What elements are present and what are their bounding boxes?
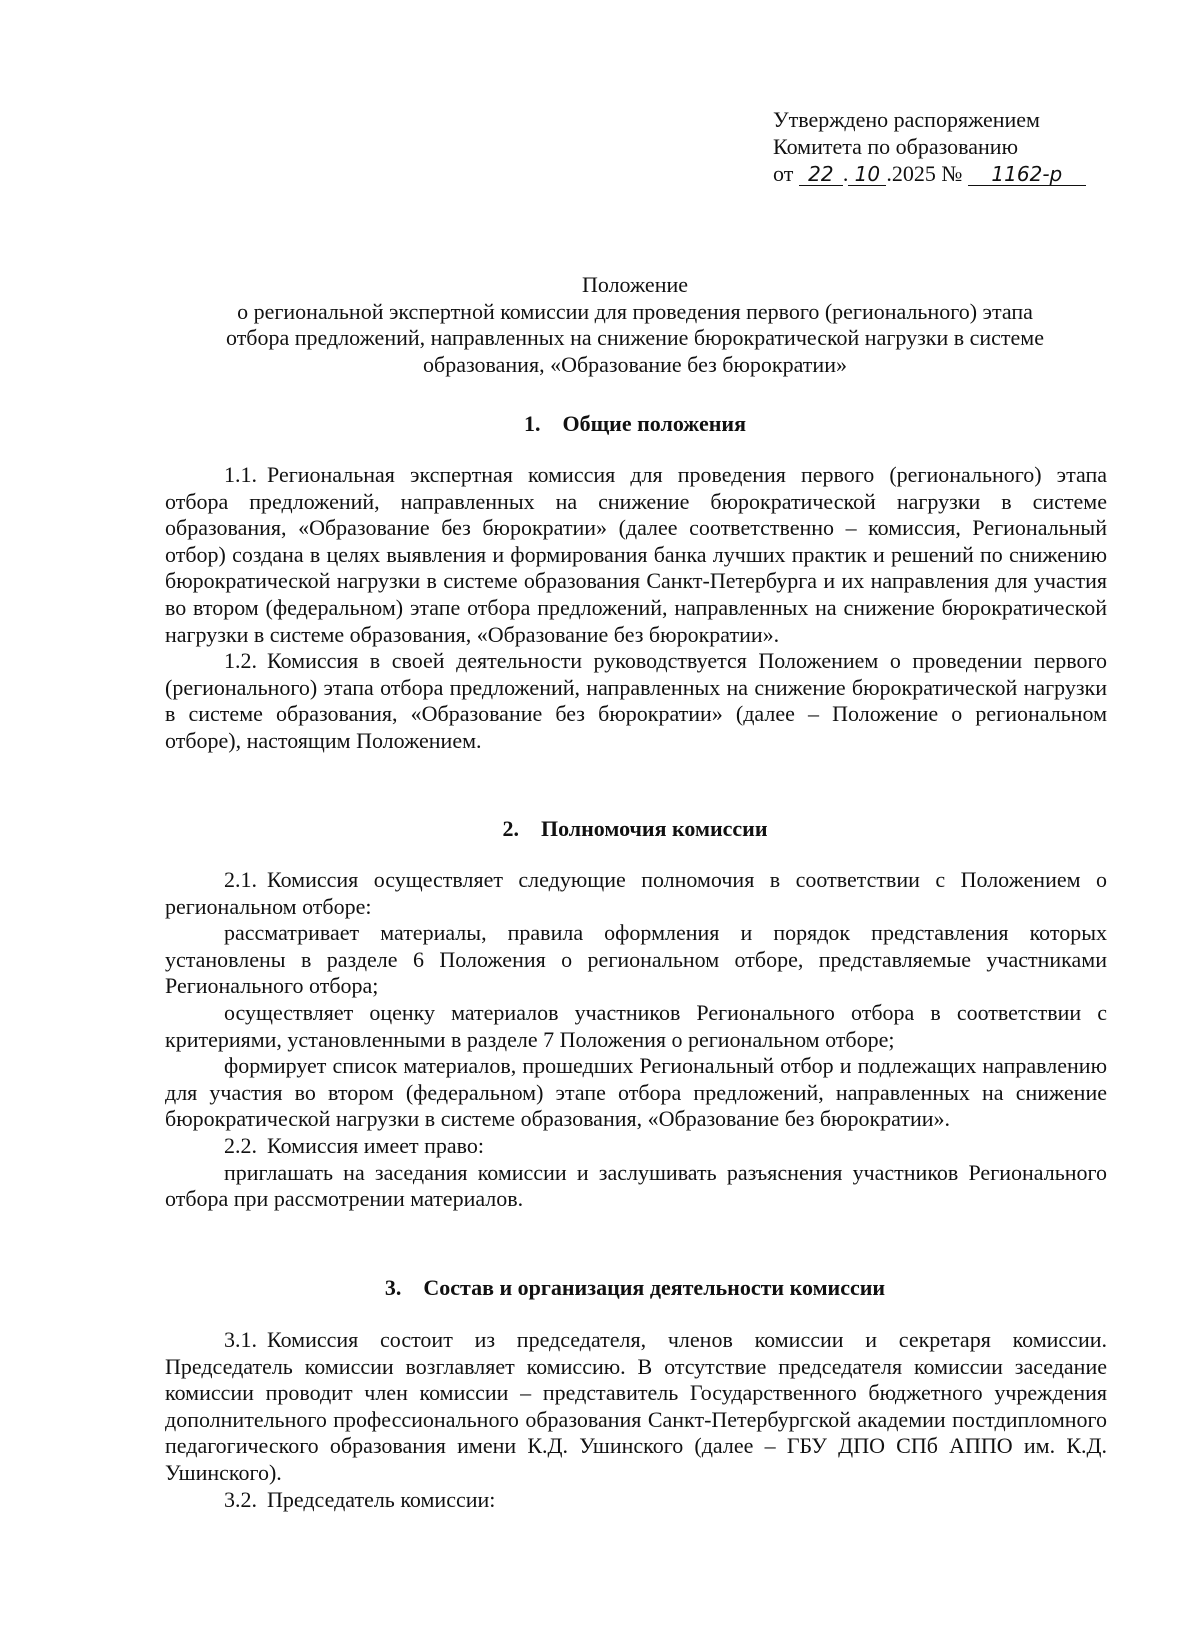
approval-line-3: [773, 160, 1133, 187]
document-title: [160, 272, 1110, 378]
date-separator: .: [842, 161, 849, 186]
paragraph-2-1: 2.1. Комиссия осуществляет следующие полномочия в соответствии с Положением о региональном отборе:: [165, 867, 1107, 919]
section-heading-1: 1. Общие положения: [524, 411, 746, 436]
paragraph-1-2: 1.2. Комиссия в своей деятельности руководствуется Положением о проведении первого (регионального) этапа отбора предложений, направленных на снижение бюрократической нагрузки в системе образования, «Образование без бюрократии» (далее – Положение о региональном отборе), настоящим Положением.: [165, 648, 1107, 753]
paragraph-2-2-a: приглашать на заседания комиссии и заслушивать разъяснения участников Регионального отбора при рассмотрении материалов.: [165, 1159, 1107, 1212]
title-line-4: образования, «Образование без бюрократии»: [423, 351, 847, 377]
section-body-2: [165, 867, 1107, 1213]
paragraph-3-2: 3.2. Председатель комиссии:: [224, 1486, 496, 1512]
handwritten-month: 10: [848, 163, 886, 186]
section-heading-2: 2. Полномочия комиссии: [502, 816, 768, 841]
paragraph-2-1-a: рассматривает материалы, правила оформления и порядок представления которых установлены в разделе 6 Положения о региональном отборе, представляемые участниками Регионального отбора;: [165, 920, 1107, 999]
section-heading-3: 3. Состав и организация деятельности комиссии: [384, 1275, 886, 1300]
section-body-1: [165, 462, 1107, 755]
approval-stamp: [773, 106, 1133, 187]
section-body-3: [165, 1327, 1107, 1513]
paragraph-1-1: 1.1. Региональная экспертная комиссия для проведения первого (регионального) этапа отбора предложений, направленных на снижение бюрократической нагрузки в системе образования, «Образование без бюрократии» (далее соответственно – комиссия, Региональный отбор) создана в целях выявления и формирования банка лучших практик и решений по снижению бюрократической нагрузки в системе образования Санкт-Петербурга и их направления для участия во втором (федеральном) этапе отбора предложений, направленных на снижение бюрократической нагрузки в системе образования, «Образование без бюрократии».: [165, 462, 1107, 647]
paragraph-2-1-b: осуществляет оценку материалов участников Регионального отбора в соответствии с критериями, установленными в разделе 7 Положения о региональном отборе;: [165, 999, 1107, 1052]
date-prefix: от: [773, 161, 794, 186]
paragraph-3-1: 3.1. Комиссия состоит из председателя, членов комиссии и секретаря комиссии. Председатель комиссии возглавляет комиссию. В отсутствие председателя комиссии заседание комиссии проводит член комиссии – представитель Государственного бюджетного учреждения дополнительного профессионального образования Санкт-Петербургской академии постдипломного педагогического образования имени К.Д. Ушинского (далее – ГБУ ДПО СПб АППО им. К.Д. Ушинского).: [165, 1327, 1107, 1485]
approval-line-1: Утверждено распоряжением: [773, 107, 1040, 132]
date-year: .2025 №: [886, 161, 963, 186]
approval-line-2: Комитета по образованию: [773, 134, 1019, 159]
handwritten-day: 22: [799, 163, 843, 186]
title-line-2: о региональной экспертной комиссии для проведения первого (регионального) этапа: [237, 298, 1033, 324]
title-line-1: Положение: [581, 272, 688, 297]
paragraph-2-2: 2.2. Комиссия имеет право:: [224, 1132, 485, 1158]
title-line-3: отбора предложений, направленных на снижение бюрократической нагрузки в системе: [225, 325, 1044, 351]
handwritten-order-number: 1162-р: [968, 163, 1086, 186]
paragraph-2-1-c: формирует список материалов, прошедших Региональный отбор и подлежащих направлению для участия во втором (федеральном) этапе отбора предложений, направленных на снижение бюрократической нагрузки в системе образования, «Образование без бюрократии».: [165, 1053, 1107, 1132]
